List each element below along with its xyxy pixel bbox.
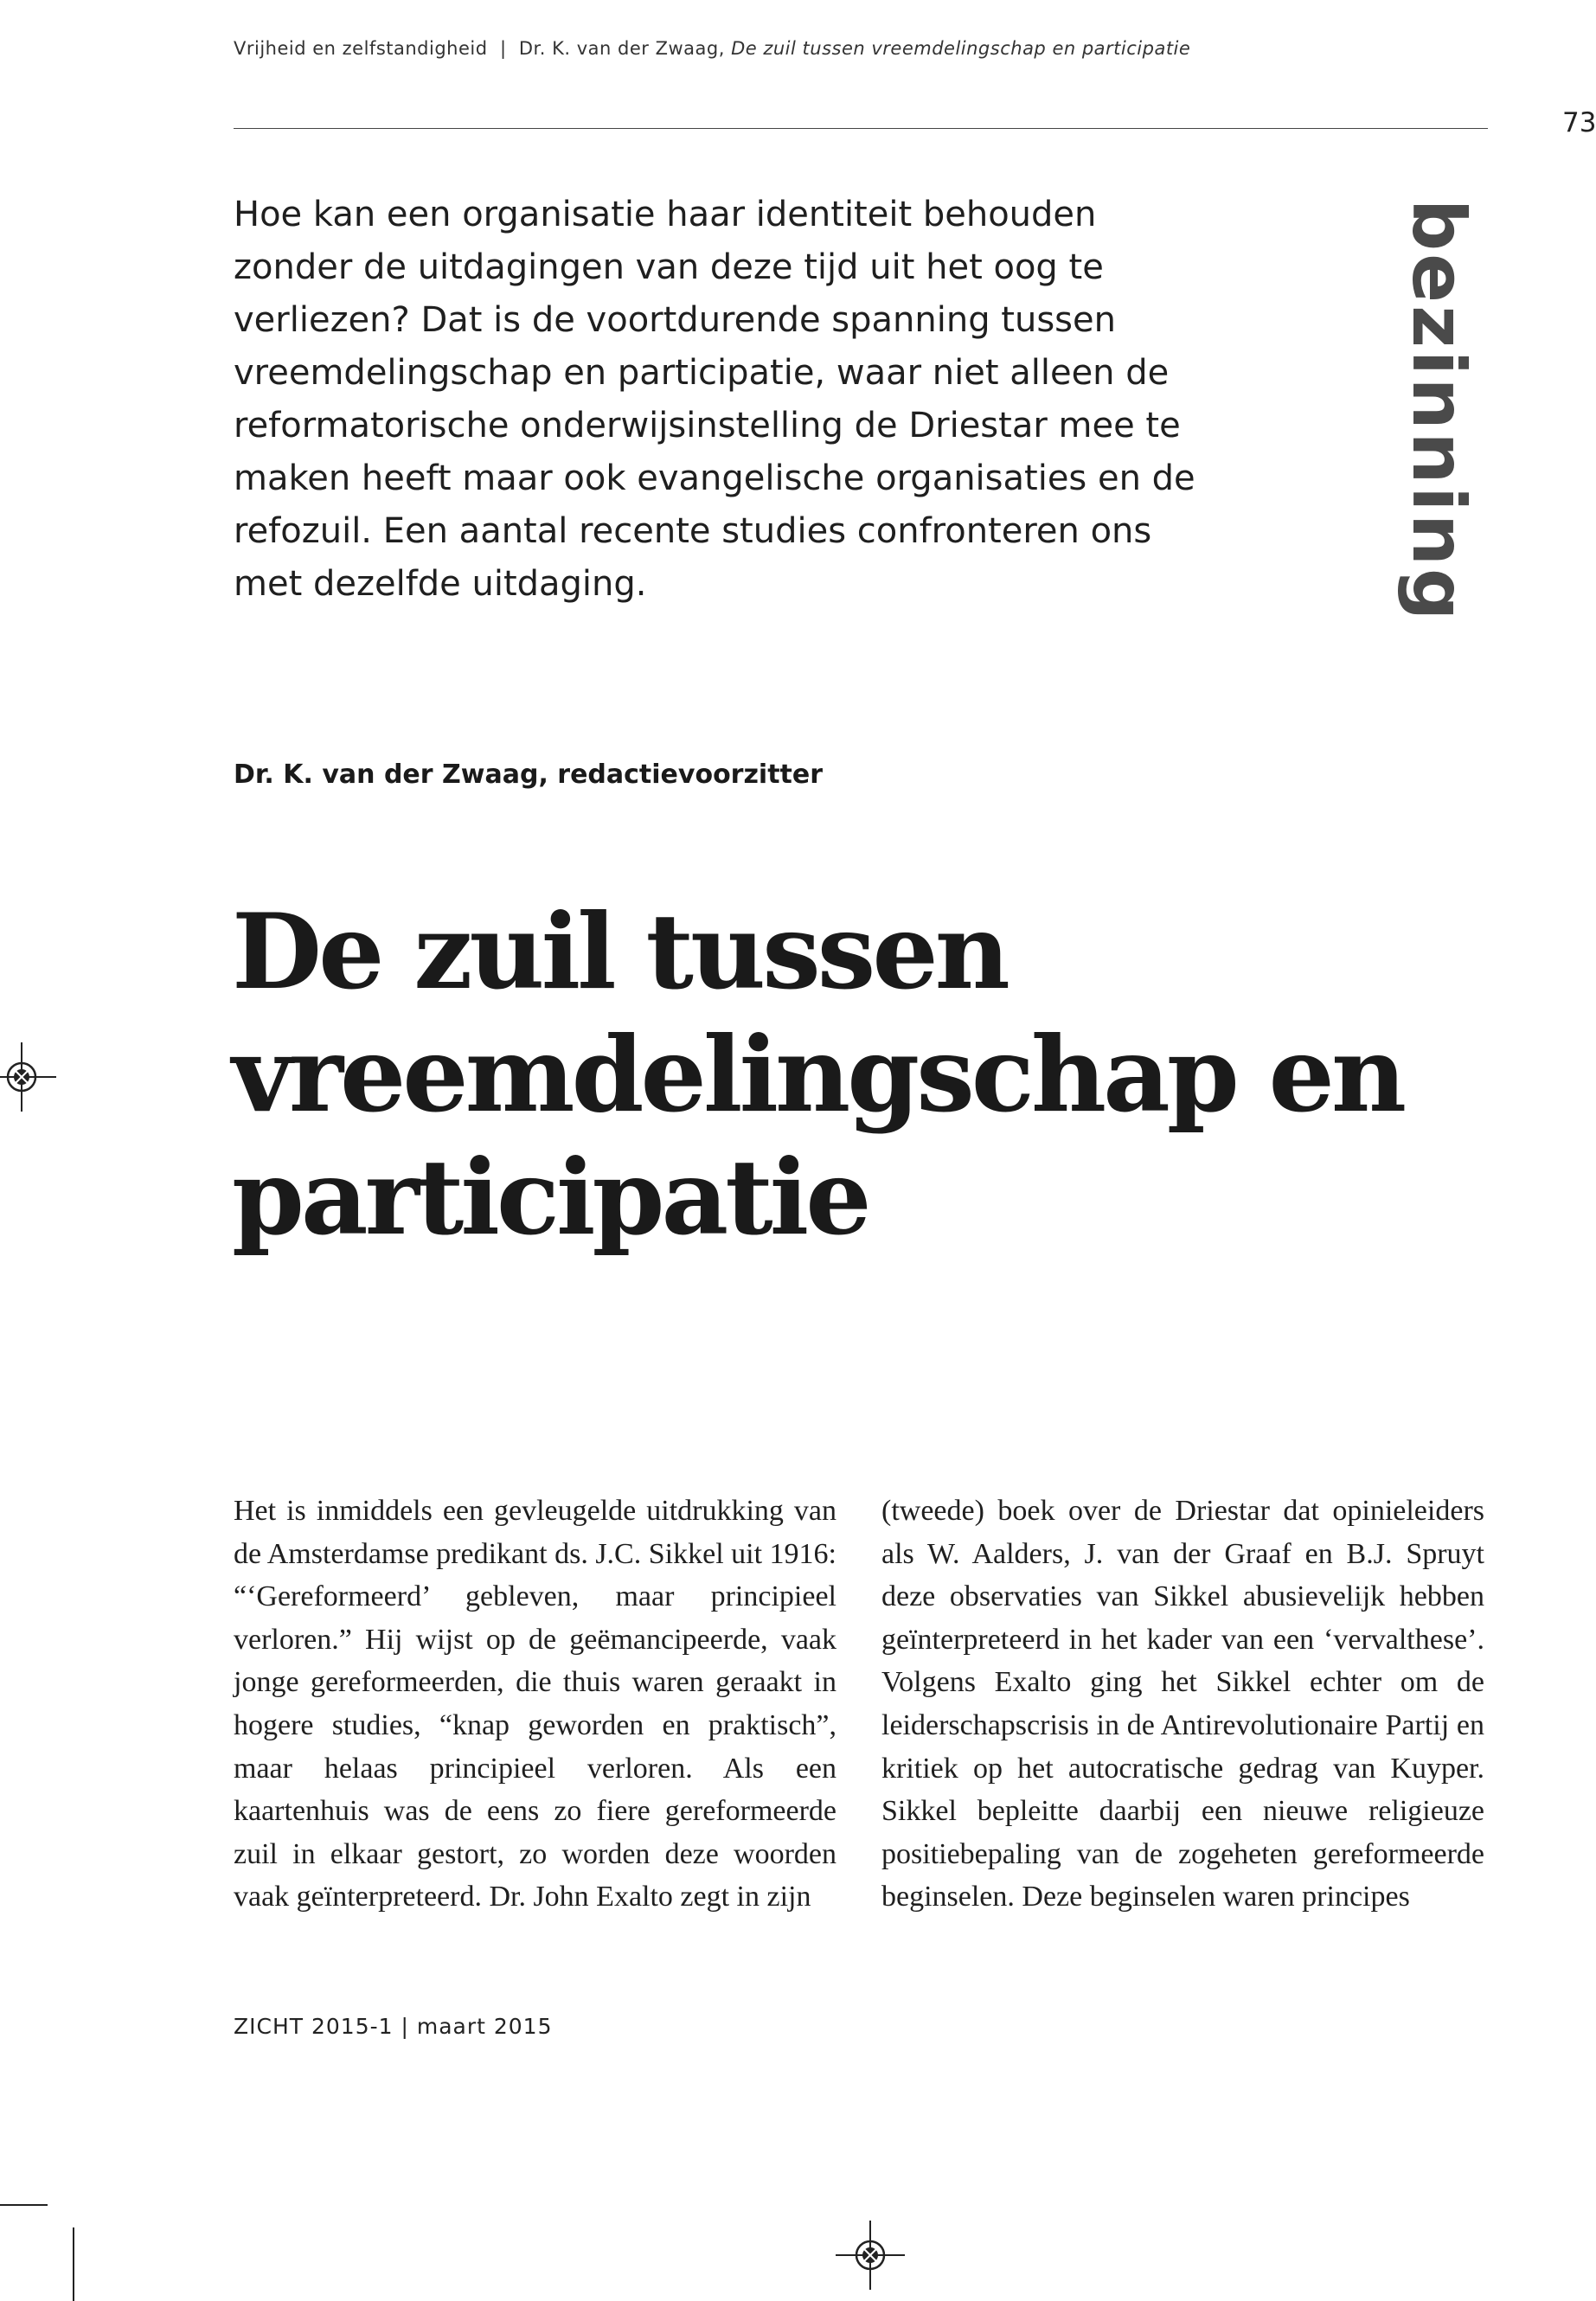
intro-text: Hoe kan een organisatie haar identiteit behouden zonder de uitdagingen van deze tijd uit het oog te verliezen? Dat is de voortdurende spanning tussen vreemdelingschap en participatie, waar niet alleen de reformatorische onderwijsinstelling de Driestar mee te maken heeft maar ook evangelische organisaties en de refozuil. Een aantal recente studies confronteren ons met dezelfde uitdaging. — [234, 195, 1195, 604]
running-header-title: De zuil tussen vreemdelingschap en participatie — [731, 38, 1191, 59]
body-column-right — [881, 1490, 1484, 1919]
body-column-left — [234, 1490, 836, 1919]
byline: Dr. K. van der Zwaag, redactievoorzitter — [234, 760, 824, 790]
article-title: De zuil tussen vreemdelingschap en participatie — [232, 891, 1404, 1259]
running-header-section: Vrijheid en zelfstandigheid — [234, 38, 488, 59]
footer: ZICHT 2015-1 | maart 2015 — [234, 2014, 553, 2039]
header-rule — [234, 128, 1488, 129]
crop-mark — [0, 2204, 48, 2206]
registration-mark-icon — [836, 2221, 905, 2290]
running-header-author: Dr. K. van der Zwaag, — [518, 38, 725, 59]
intro-paragraph — [234, 189, 1202, 611]
crop-mark — [73, 2227, 74, 2301]
running-header — [234, 38, 1190, 59]
body-text-left: Het is inmiddels een gevleugelde uitdrukking van de Amsterdamse predikant ds. J.C. Sikkel uit 1916: “‘Gereformeerd’ gebleven, maar principieel verloren.” Hij wijst op de geëmancipeerde, vaak jonge gereformeerden, die thuis waren geraakt in hogere studies, “knap geworden en praktisch”, maar helaas principieel verloren. Als een kaartenhuis was de eens zo fiere gereformeerde zuil in elkaar gestort, zo worden deze woorden vaak geïnterpreteerd. Dr. John Exalto zegt in zijn — [234, 1495, 836, 1913]
running-header-separator: | — [499, 38, 507, 59]
section-label: bezinning — [1396, 199, 1481, 624]
body-text-right: (tweede) boek over de Driestar dat opinieleiders als W. Aalders, J. van der Graaf en B.J. Spruyt deze observaties van Sikkel abusievelijk hebben geïnterpreteerd in het kader van een ‘vervalthese’. Volgens Exalto ging het Sikkel echter om de leiderschapscrisis in de Antirevolutionaire Partij en kritiek op het autocratische gedrag van Kuyper. Sikkel bepleitte daarbij een nieuwe religieuze positiebepaling van de zogeheten gereformeerde beginselen. Deze beginselen waren principes — [881, 1495, 1484, 1913]
page-number: 73 — [1562, 107, 1596, 138]
registration-mark-icon — [0, 1042, 56, 1112]
